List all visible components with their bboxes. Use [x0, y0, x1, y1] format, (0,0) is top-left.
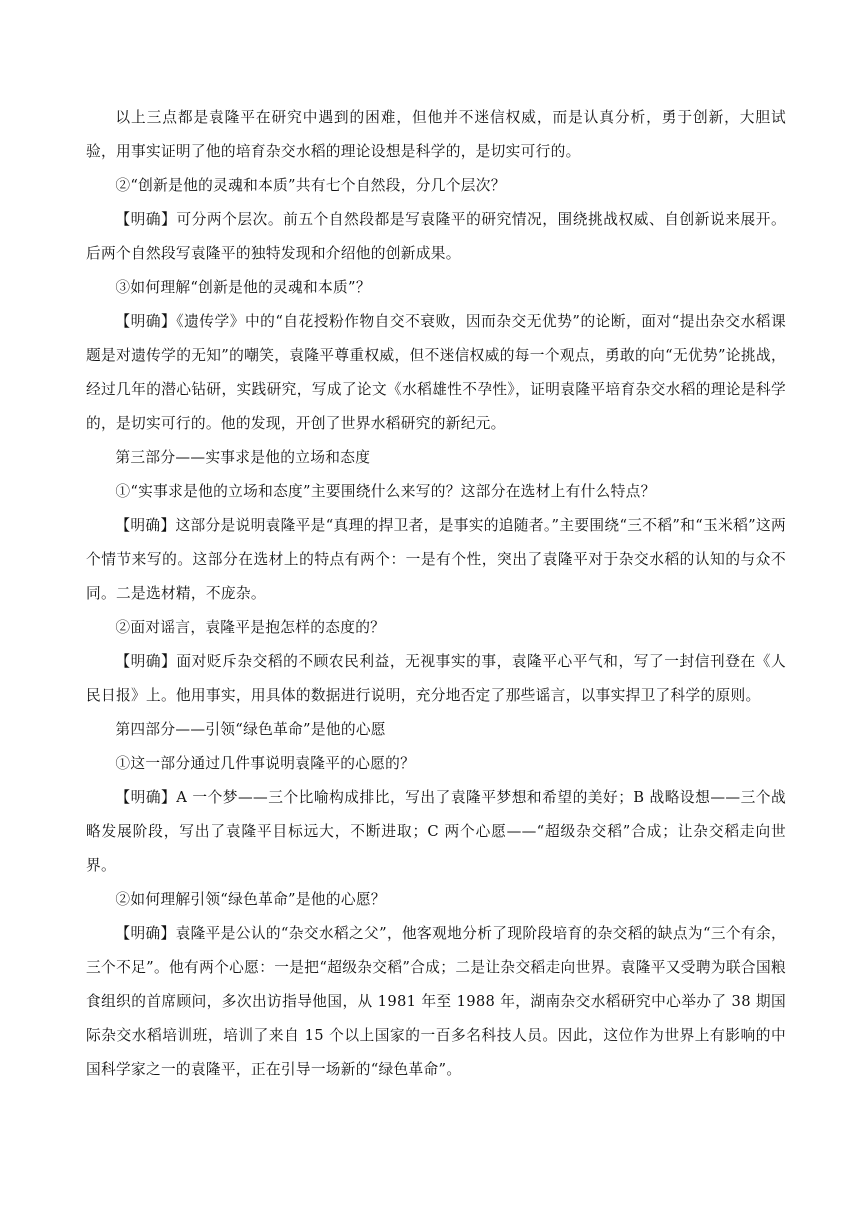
paragraph-summary-three-points: 以上三点都是袁隆平在研究中遇到的困难，但他并不迷信权威，而是认真分析，勇于创新，大胆试验，用事实证明了他的培育杂交水稻的理论设想是科学的，是切实可行的。 [86, 109, 786, 160]
section-heading-part-three: 第三部分——实事求是他的立场和态度 [115, 449, 371, 466]
question-rumor-attitude: ②面对谣言，袁隆平是抱怎样的态度的？ [115, 619, 386, 636]
question-part-three-focus: ①“实事求是他的立场和态度”主要围绕什么来写的？这部分在选材上有什么特点？ [115, 483, 656, 500]
answer-green-revolution: 【明确】袁隆平是公认的“杂交水稻之父”，他客观地分析了现阶段培育的杂交稻的缺点为“三个有余，三个不足”。他有两个心愿：一是把“超级杂交稻”合成；二是让杂交稻走向世界。袁隆平又受聘为联合国粮食组织的首席顾问，多次出访指导他国，从 1981 年至 1988 年，湖南杂交水稻研究中心举办了 38 期国际杂交水稻培训班，培训了来自 15 个以上国家的一百多名科技人员。因此，这位作为世界上有影响的中国科学家之一的袁隆平，正在引导一场新的“绿色革命”。 [86, 925, 786, 1078]
section-heading-part-four: 第四部分——引领“绿色革命”是他的心愿 [115, 721, 386, 738]
question-green-revolution: ②如何理解引领“绿色革命”是他的心愿？ [115, 891, 386, 908]
question-innovation-levels: ②“创新是他的灵魂和本质”共有七个自然段，分几个层次？ [115, 177, 506, 194]
answer-part-four-events: 【明确】A 一个梦——三个比喻构成排比，写出了袁隆平梦想和希望的美好；B 战略设想——三个战略发展阶段，写出了袁隆平目标远大，不断进取；C 两个心愿——“超级杂交稻”合成；让杂交稻走向世界。 [86, 789, 786, 874]
answer-innovation-levels: 【明确】可分两个层次。前五个自然段都是写袁隆平的研究情况，围绕挑战权威、自创新说来展开。后两个自然段写袁隆平的独特发现和介绍他的创新成果。 [86, 211, 786, 262]
document-body [86, 101, 786, 1087]
question-innovation-meaning: ③如何理解“创新是他的灵魂和本质”？ [115, 279, 371, 296]
answer-rumor-attitude: 【明确】面对贬斥杂交稻的不顾农民利益，无视事实的事，袁隆平心平气和，写了一封信刊登在《人民日报》上。他用事实，用具体的数据进行说明，充分地否定了那些谣言，以事实捍卫了科学的原则。 [86, 653, 786, 704]
question-part-four-events: ①这一部分通过几件事说明袁隆平的心愿的？ [115, 755, 416, 772]
answer-part-three-focus: 【明确】这部分是说明袁隆平是“真理的捍卫者，是事实的追随者。”主要围绕“三不稻”和“玉米稻”这两个情节来写的。这部分在选材上的特点有两个：一是有个性，突出了袁隆平对于杂交水稻的认知的与众不同。二是选材精，不庞杂。 [86, 517, 786, 602]
answer-innovation-meaning: 【明确】《遗传学》中的“自花授粉作物自交不衰败，因而杂交无优势”的论断，面对“提出杂交水稻课题是对遗传学的无知”的嘲笑，袁隆平尊重权威，但不迷信权威的每一个观点，勇敢的向“无优势”论挑战，经过几年的潜心钻研，实践研究，写成了论文《水稻雄性不孕性》，证明袁隆平培育杂交水稻的理论是科学的，是切实可行的。他的发现，开创了世界水稻研究的新纪元。 [86, 313, 786, 432]
